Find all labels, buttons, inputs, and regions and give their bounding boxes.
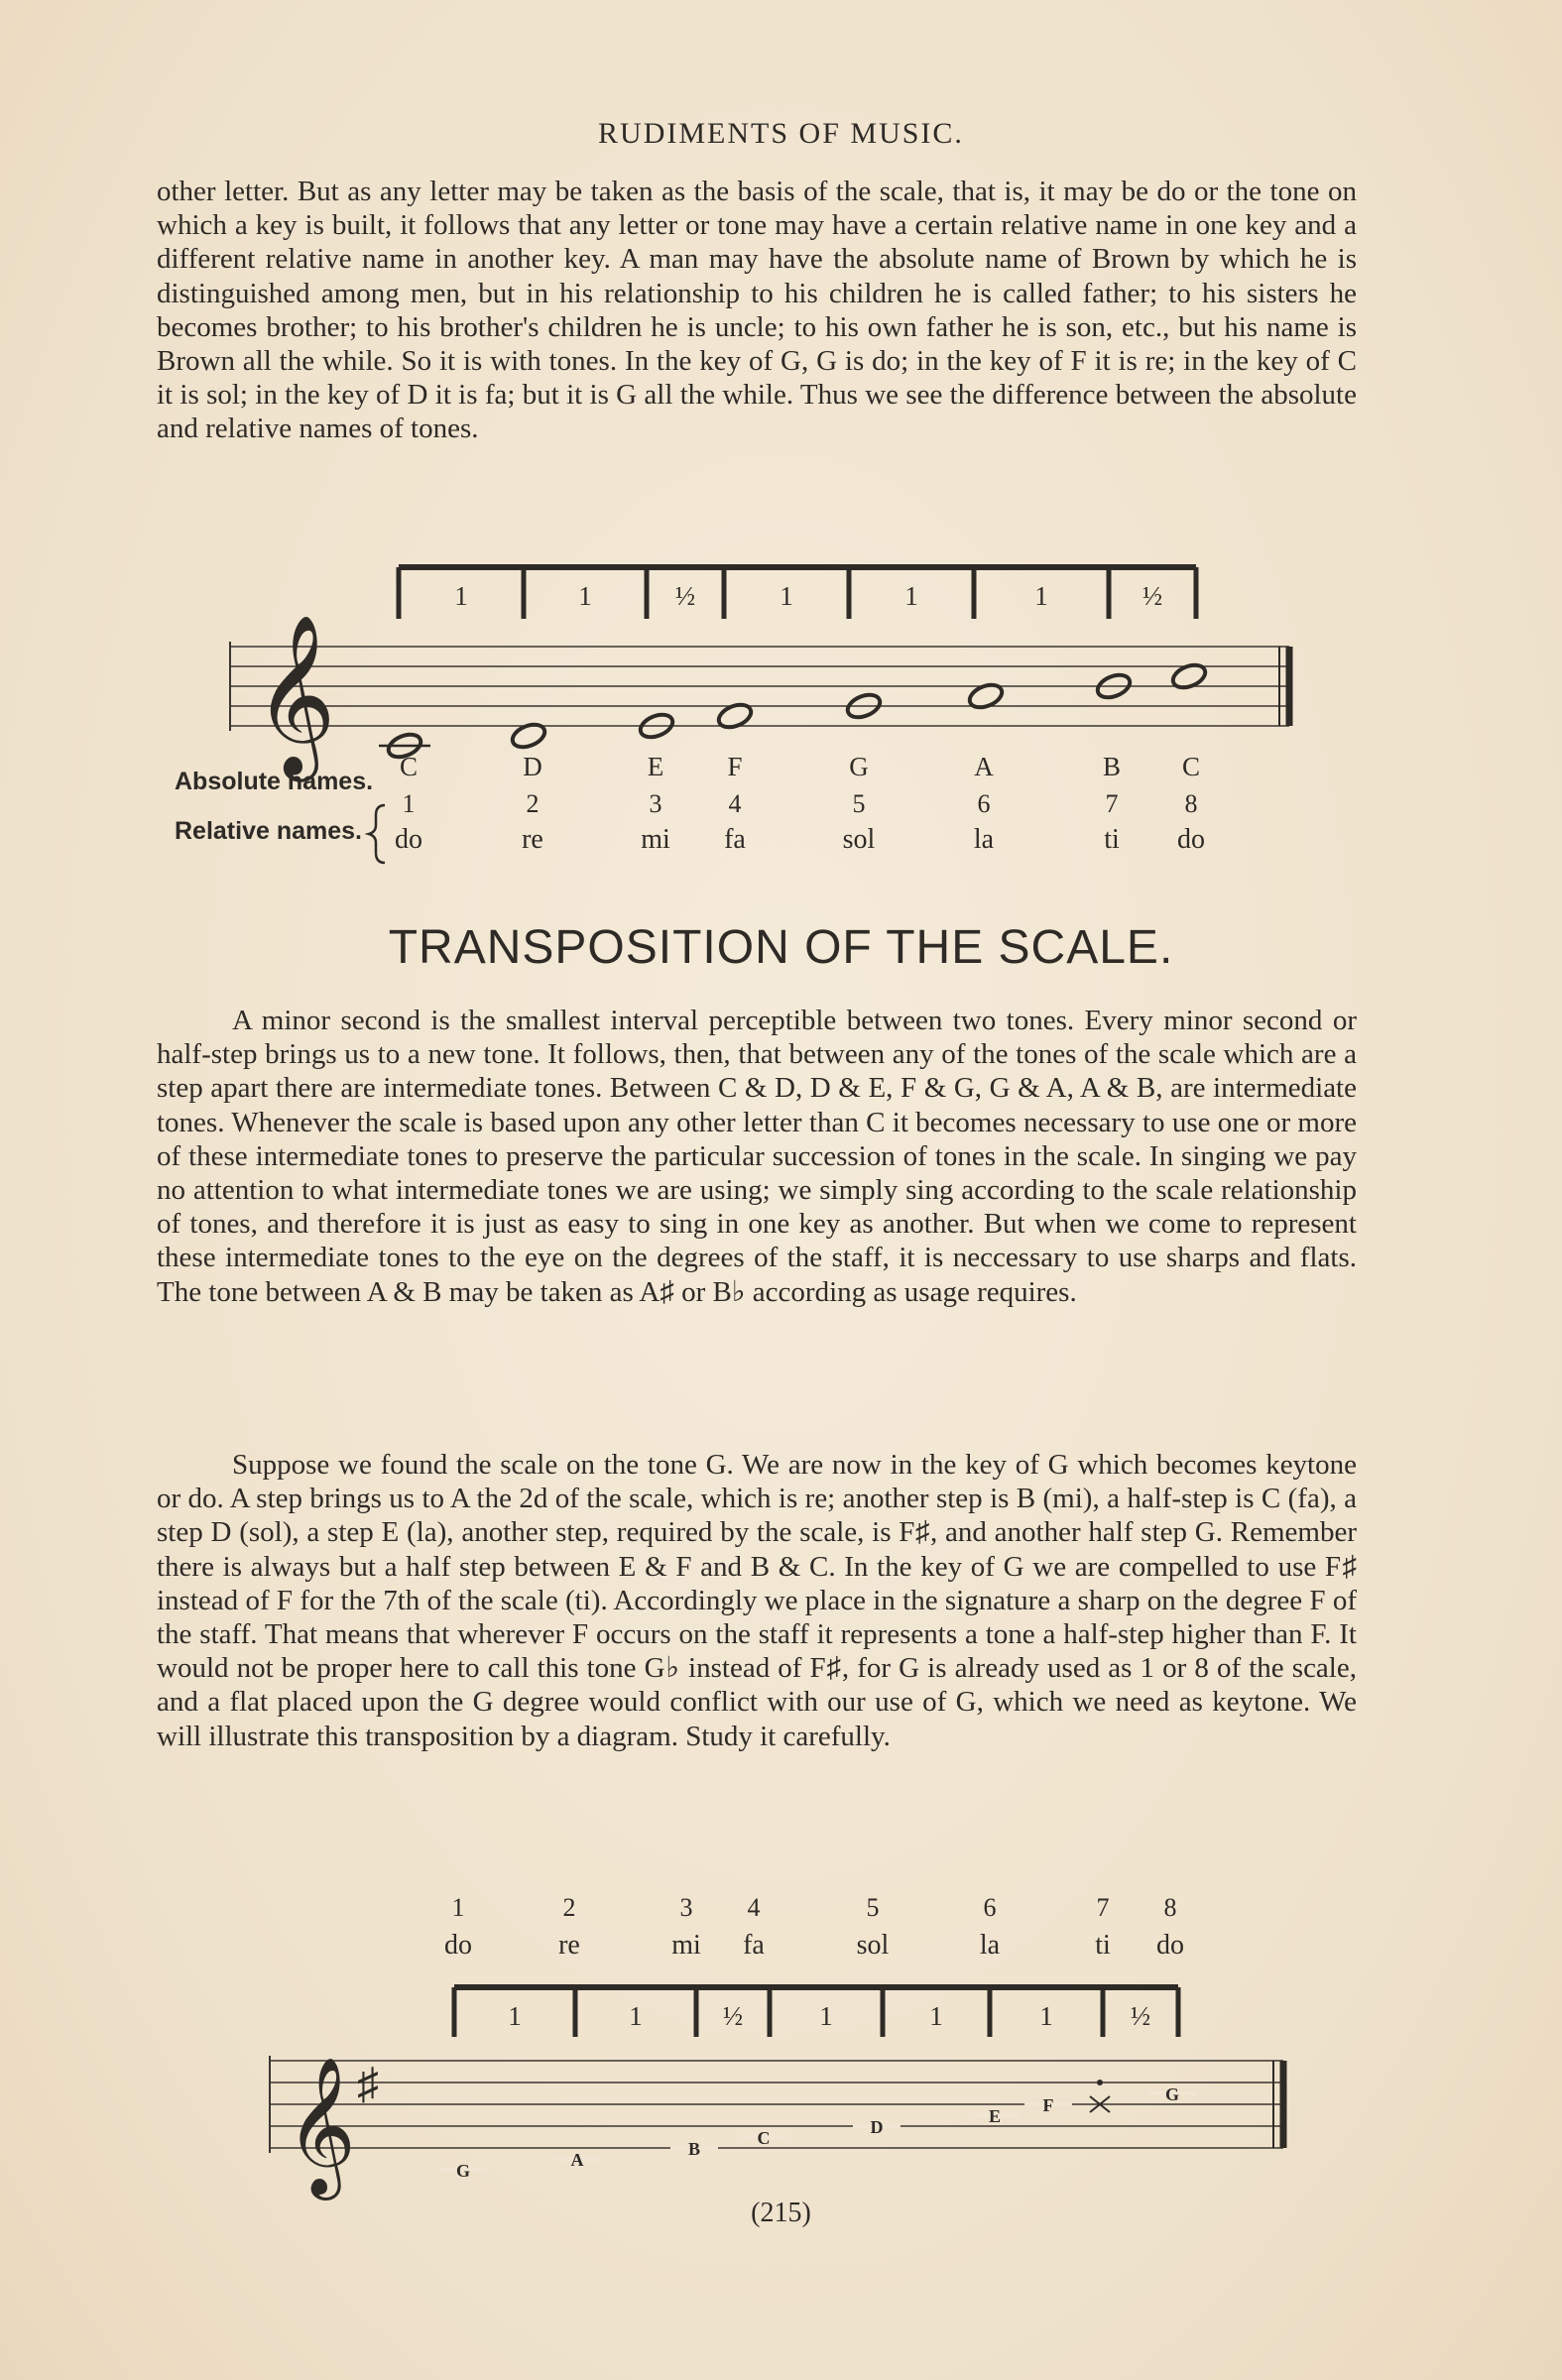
absolute-name: B [1102,752,1122,781]
scale-number: 2 [562,1893,576,1922]
note-names [444,1893,1184,1961]
note-letter [740,2128,787,2148]
scale-number: 1 [451,1893,465,1922]
note-letter [670,2139,718,2159]
relative-name: do [395,824,422,855]
step-label: 1 [578,581,592,611]
relative-name: la [973,824,995,855]
scale-number: 3 [679,1893,693,1922]
svg-text:G: G [455,2161,471,2181]
relative-names-brace [369,805,385,863]
step-label: 1 [454,581,468,611]
relative-name: mi [641,824,670,855]
section-heading: TRANSPOSITION OF THE SCALE. [388,921,1174,974]
absolute-names-label: Absolute names. [175,768,374,795]
step-label: 1 [929,2001,943,2031]
step-label: 1 [1039,2001,1053,2031]
svg-text:B: B [687,2139,701,2159]
scale-number: 6 [983,1893,997,1922]
scale-number: 7 [1096,1893,1110,1922]
page-number: (215) [751,2198,811,2228]
scale-diagram-c [0,555,1562,873]
step-label: 1 [904,581,918,611]
absolute-name: C [1181,752,1201,781]
svg-text:D: D [870,2117,884,2137]
relative-name: sol [842,824,876,855]
running-header: RUDIMENTS OF MUSIC. [598,117,964,150]
relative-name: sol [856,1930,890,1961]
scale-number: 8 [1163,1893,1177,1922]
svg-text:F: F [1042,2095,1054,2115]
scale-diagram-g [0,1884,1562,2211]
absolute-name: E [647,752,664,781]
step-label: 1 [819,2001,833,2031]
scale-number: 3 [649,789,662,818]
sharp-sign-icon [357,2060,379,2108]
step-label: 1 [1034,581,1048,611]
relative-name: do [1177,824,1205,855]
whole-note [1169,660,1208,691]
whole-note [966,680,1005,711]
note-letter [1148,2084,1196,2104]
paragraph-absolute-relative-names: other letter. But as any letter may be taken as the basis of the scale, that is, it may be do or the tone on which a key is built, it follows that any letter or tone may have a certain relative name in one key and a different relative name in another key. A man may have the absolute name of Brown by which he is distinguished among men, but in his relationship to his children he is called father; to his sisters he becomes brother; to his brother's children he is uncle; to his own father he is son, etc., but his name is Brown all the while. So it is with tones. In the key of G, G is do; in the key of F it is re; in the key of C it is sol; in the key of D it is fa; but it is G all the while. Thus we see the difference between the absolute and relative names of tones. [157,176,1357,445]
relative-name: ti [1095,1930,1111,1961]
absolute-name: D [523,752,542,781]
svg-text:𝄞: 𝄞 [254,619,336,773]
scale-number: 7 [1105,789,1119,818]
step-label: ½ [674,581,696,611]
scale-number: 4 [747,1893,761,1922]
absolute-name: F [727,752,743,781]
paragraph-key-of-g: Suppose we found the scale on the tone G. We are now in the key of G which becomes keytone or do. A step brings us to A the 2d of the scale, which is re; another step is B (mi), a half-step is C (fa), a step D (sol), a step E (la), another step, required by the scale, is F♯, and another half step G. Remember there is always but a half step between E & F and B & C. In the key of G we are compelled to use F♯ instead of F for the 7th of the scale (ti). Accordingly we place in the signature a sharp on the degree F of the staff. That means that wherever F occurs on the staff it represents a tone a half-step higher than F. It would not be proper here to call this tone G♭ instead of F♯, for G is already used as 1 or 8 of the scale, and a flat placed upon the G degree would conflict with our use of G, which we need as keytone. We will illustrate this transposition by a diagram. Study it carefully. [157,1449,1357,1752]
relative-name: fa [743,1930,765,1961]
notes [379,660,1209,761]
treble-clef-icon [286,2059,356,2201]
relative-name: re [558,1930,580,1961]
step-label: 1 [508,2001,522,2031]
absolute-name: G [849,752,869,781]
relative-name: fa [724,824,746,855]
step-label: ½ [1141,581,1163,611]
absolute-name: C [399,752,419,781]
svg-text:C: C [757,2128,771,2148]
svg-text:𝄞: 𝄞 [286,2060,356,2192]
note-letter [439,2161,487,2181]
scale-number: 5 [852,789,866,818]
relative-name: mi [671,1930,701,1961]
note-names [395,752,1205,855]
step-label: 1 [780,581,793,611]
svg-text:E: E [988,2106,1002,2126]
note-letter [553,2150,601,2170]
step-bracket [454,1987,1178,2037]
relative-name: re [522,824,543,855]
paragraph-intermediate-tones: A minor second is the smallest interval perceptible between two tones. Every minor second or half-step brings us to a new tone. It follows, then, that between any of the tones of the scale which are a step apart there are intermediate tones. Between C & D, D & E, F & G, G & A, A & B, are intermediate tones. Whenever the scale is based upon any other letter than C it becomes necessary to use one or more of these intermediate tones to preserve the particular succession of tones in the scale. In singing we pay no attention to what intermediate tones we are using; we simply sing according to the scale relationship of tones, and therefore it is just as easy to sing in one key as another. But when we come to represent these intermediate tones to the eye on the degrees of the staff, it is neccessary to use sharps and flats. The tone between A & B may be taken as A♯ or B♭ according as usage requires. [157,1005,1357,1308]
absolute-name: A [974,752,994,781]
note-letter [971,2106,1019,2126]
relative-name: ti [1104,824,1120,855]
dot-icon [1097,2080,1103,2085]
step-label: 1 [629,2001,643,2031]
scale-number: 1 [402,789,416,818]
relative-name: do [1156,1930,1184,1961]
treble-clef-icon [254,617,336,782]
scale-number: 4 [728,789,742,818]
step-bracket [399,567,1196,619]
relative-names-label: Relative names. [175,817,362,845]
whole-note [715,700,754,731]
note-letter [853,2117,901,2137]
svg-text:A: A [570,2150,584,2170]
scale-number: 8 [1184,789,1198,818]
svg-text:♯: ♯ [357,2060,379,2108]
note-letters [439,2080,1196,2181]
whole-note [509,720,547,751]
step-label: ½ [1130,2001,1151,2031]
note-letter [1024,2080,1110,2115]
svg-text:G: G [1164,2084,1180,2104]
scale-number: 6 [977,789,991,818]
scale-number: 2 [526,789,540,818]
relative-name: do [444,1930,472,1961]
step-label: ½ [722,2001,744,2031]
relative-name: la [979,1930,1001,1961]
scale-number: 5 [866,1893,880,1922]
